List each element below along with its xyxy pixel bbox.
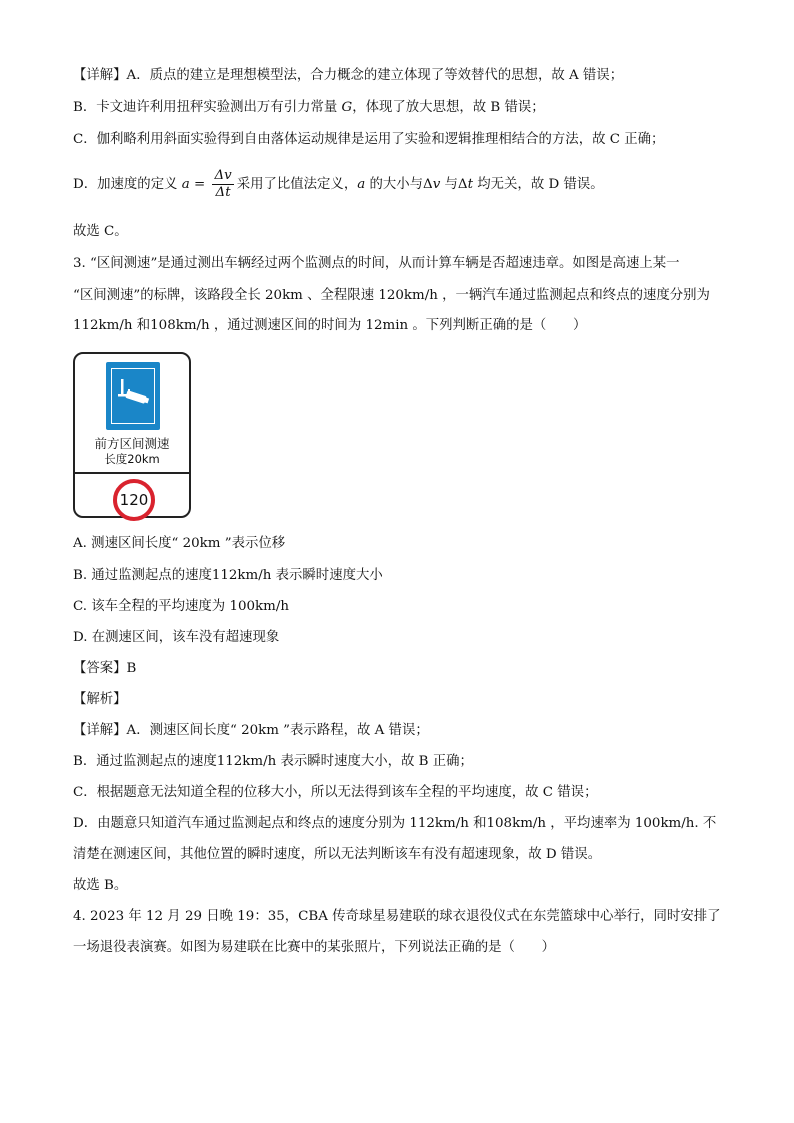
answer-choice-c: 故选 C。 (73, 224, 128, 239)
detail-line-3: C．根据题意无法知道全程的位移大小，所以无法得到该车全程的平均速度，故 C 错误； (73, 785, 598, 800)
question-4-line-1: 4. 2023 年 12 月 29 日晚 19：35，CBA 传奇球星易建联的球衣退役仪式在东莞篮球中心举行，同时安排了 (73, 909, 721, 924)
question-3-line-3: 112km/h 和108km/h ，通过测速区间的时间为 12min 。下列判断正确的是（ ） (73, 318, 587, 333)
option-d: D. 在测速区间，该车没有超速现象 (73, 630, 280, 645)
camera-icon (112, 369, 153, 422)
text-segment: D．加速度的定义 (73, 177, 182, 192)
text-segment: 采用了比值法定义， (236, 177, 358, 192)
variable-g: G (341, 100, 353, 115)
explanation-line-4 (73, 168, 604, 202)
analysis-label: 【解析】 (73, 692, 127, 707)
text-segment: 的大小与Δ (365, 177, 433, 192)
sign-divider (75, 472, 189, 474)
sign-title: 前方区间测速 (94, 436, 170, 451)
answer-choice-b: 故选 B。 (73, 878, 128, 893)
variable-a: a (357, 177, 366, 192)
question-4-line-2: 一场退役表演赛。如图为易建联在比赛中的某张照片，下列说法正确的是（ ） (73, 940, 556, 955)
text-segment: 与Δ (440, 177, 468, 192)
explanation-line-2 (73, 98, 545, 118)
detail-line-2: B．通过监测起点的速度112km/h 表示瞬时速度大小，故 B 正确； (73, 754, 473, 769)
panel-border (111, 368, 155, 424)
question-3-line-1: 3. “区间测速”是通过测出车辆经过两个监测点的时间，从而计算车辆是否超速违章。如图是高速上某一 (73, 256, 680, 271)
text-segment: 均无关，故 D 错误。 (473, 177, 604, 192)
question-3-line-2: “区间测速”的标牌，该路段全长 20km 、全程限速 120km/h ，一辆汽车通过监测起点和终点的速度分别为 (73, 288, 710, 303)
speed-section-sign (73, 352, 191, 518)
detail-line-4: D．由题意只知道汽车通过监测起点和终点的速度分别为 112km/h 和108km/h ，平均速率为 100km/h. 不 (73, 816, 717, 831)
explanation-line-1: 【详解】A．质点的建立是理想模型法，合力概念的建立体现了等效替代的思想，故 A 错误； (73, 68, 624, 83)
text-segment: ，体现了放大思想，故 B 错误； (352, 100, 545, 115)
variable-t: t (467, 177, 473, 192)
camera-panel (106, 362, 160, 430)
variable-v: v (432, 177, 441, 192)
equals-sign: = (189, 177, 210, 192)
fraction-numerator: Δv (214, 168, 232, 183)
fraction (212, 168, 233, 201)
text-segment: B．卡文迪许利用扭秤实验测出万有引力常量 (73, 100, 342, 115)
sign-length: 长度20km (104, 452, 160, 466)
option-b: B. 通过监测起点的速度112km/h 表示瞬时速度大小 (73, 568, 383, 583)
detail-line-1: 【详解】A．测速区间长度“ 20km ”表示路程，故 A 错误； (73, 723, 429, 738)
explanation-line-3: C．伽利略利用斜面实验得到自由落体运动规律是运用了实验和逻辑推理相结合的方法，故 C 正确； (73, 132, 665, 147)
option-a: A. 测速区间长度“ 20km ”表示位移 (73, 536, 286, 551)
answer-label: 【答案】B (73, 661, 137, 676)
fraction-denominator: Δt (215, 185, 231, 200)
variable-a: a (181, 177, 190, 192)
speed-limit-badge: 120 (113, 479, 155, 521)
detail-line-5: 清楚在测速区间，其他位置的瞬时速度，所以无法判断该车有没有超速现象，故 D 错误。 (73, 847, 602, 862)
option-c: C. 该车全程的平均速度为 100km/h (73, 599, 289, 614)
